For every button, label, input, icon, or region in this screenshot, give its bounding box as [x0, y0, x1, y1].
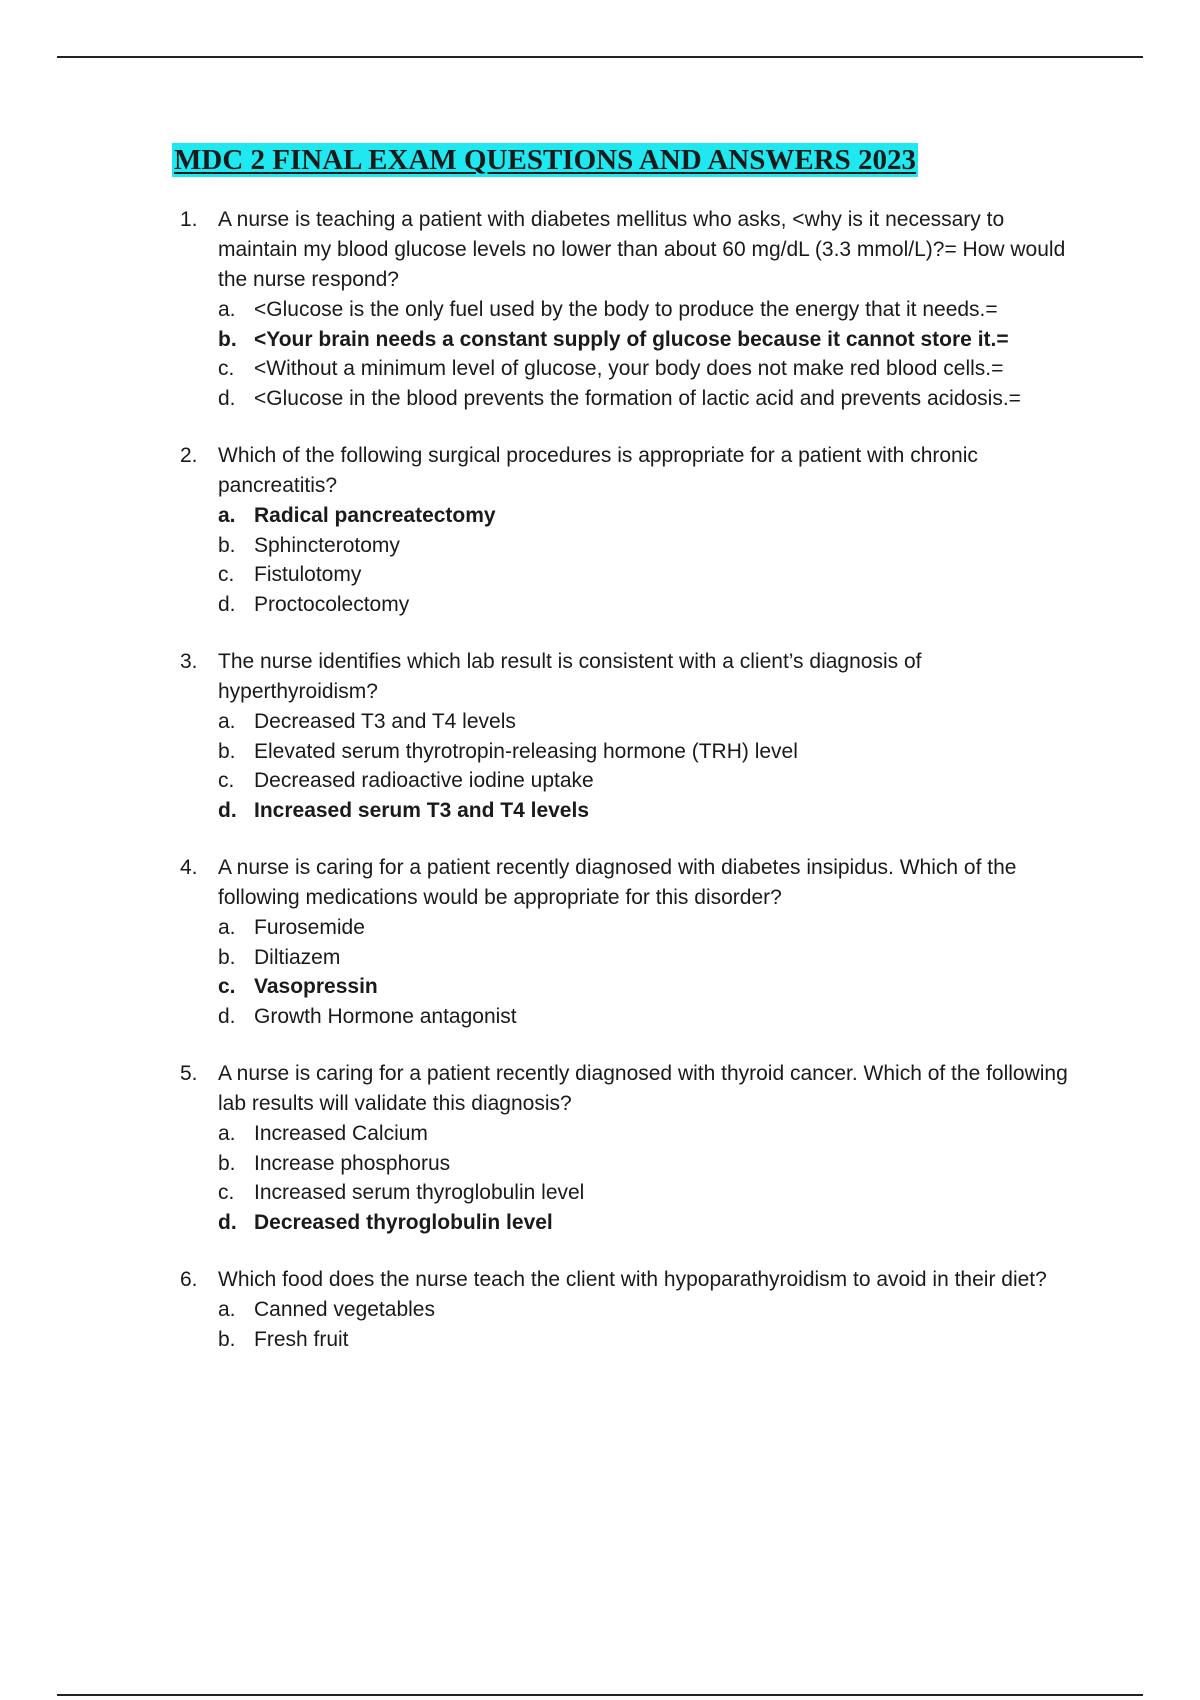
question-number: 1. — [180, 208, 198, 231]
option-text: <Without a minimum level of glucose, your body does not make red blood cells.= — [254, 357, 1004, 380]
answer-option-correct — [218, 501, 1080, 531]
question-stem: A nurse is teaching a patient with diabetes mellitus who asks, <why is it necessary to maintain my blood glucose levels no lower than about 60 mg/dL (3.3 mmol/L)?= How would the nurse respond? — [218, 208, 1066, 291]
option-text: Fresh fruit — [254, 1327, 349, 1351]
question-6 — [180, 1265, 1080, 1354]
option-letter: a. — [218, 298, 236, 321]
answer-option — [218, 1325, 1080, 1355]
answer-option — [218, 1295, 1080, 1325]
option-letter: c. — [218, 975, 236, 998]
answer-option — [218, 1002, 1080, 1032]
option-text: <Glucose is the only fuel used by the body to produce the energy that it needs.= — [254, 298, 998, 321]
answer-option — [218, 384, 1080, 414]
option-text: <Glucose in the blood prevents the formation of lactic acid and prevents acidosis.= — [254, 386, 1021, 410]
answer-option — [218, 707, 1080, 737]
answer-option — [218, 560, 1080, 590]
page-title: MDC 2 FINAL EXAM QUESTIONS AND ANSWERS 2023 — [174, 144, 917, 176]
answer-option — [218, 531, 1080, 561]
question-1 — [180, 205, 1080, 413]
option-text: Proctocolectomy — [254, 592, 410, 616]
bottom-divider — [57, 1694, 1143, 1696]
option-letter: d. — [218, 592, 236, 616]
option-text: Increased serum thyroglobulin level — [254, 1181, 585, 1204]
question-stem: The nurse identifies which lab result is consistent with a client’s diagnosis of hyperthyroidism? — [218, 650, 922, 703]
answer-option — [218, 766, 1080, 796]
option-text: Vasopressin — [254, 975, 378, 998]
option-text: <Your brain needs a constant supply of glucose because it cannot store it.= — [254, 327, 1009, 351]
answer-options — [218, 295, 1080, 413]
option-letter: c. — [218, 563, 235, 586]
option-text: Increased Calcium — [254, 1122, 428, 1145]
option-letter: a. — [218, 1298, 236, 1321]
answer-option — [218, 1178, 1080, 1208]
option-text: Radical pancreatectomy — [254, 504, 496, 527]
answer-option — [218, 737, 1080, 767]
answer-option — [218, 1149, 1080, 1179]
option-text: Increased serum T3 and T4 levels — [254, 798, 589, 822]
option-letter: a. — [218, 1122, 236, 1145]
option-text: Decreased radioactive iodine uptake — [254, 769, 594, 792]
option-letter: c. — [218, 1181, 235, 1204]
option-letter: b. — [218, 327, 237, 351]
answer-option-correct — [218, 796, 1080, 826]
option-text: Fistulotomy — [254, 563, 362, 586]
option-text: Elevated serum thyrotropin-releasing hormone (TRH) level — [254, 739, 798, 763]
question-2 — [180, 441, 1080, 619]
question-number: 4. — [180, 856, 198, 879]
option-letter: b. — [218, 945, 236, 969]
answer-option — [218, 913, 1080, 943]
option-letter: b. — [218, 533, 236, 557]
question-stem: A nurse is caring for a patient recently diagnosed with thyroid cancer. Which of the following lab results will validate this diagnosis? — [218, 1062, 1068, 1115]
option-letter: d. — [218, 386, 236, 410]
option-letter: d. — [218, 1004, 236, 1028]
answer-options — [218, 1295, 1080, 1354]
answer-option-correct — [218, 972, 1080, 1002]
option-letter: c. — [218, 769, 235, 792]
option-letter: b. — [218, 1327, 236, 1351]
option-letter: c. — [218, 357, 235, 380]
question-3 — [180, 647, 1080, 825]
option-text: Decreased thyroglobulin level — [254, 1210, 553, 1234]
answer-option — [218, 354, 1080, 384]
option-text: Furosemide — [254, 916, 365, 939]
option-letter: a. — [218, 916, 236, 939]
question-5 — [180, 1059, 1080, 1237]
answer-option — [218, 1119, 1080, 1149]
answer-option-correct — [218, 325, 1080, 355]
question-list — [180, 205, 1080, 1382]
answer-option — [218, 590, 1080, 620]
answer-options — [218, 707, 1080, 825]
question-4 — [180, 853, 1080, 1031]
option-text: Diltiazem — [254, 945, 341, 969]
answer-option — [218, 295, 1080, 325]
option-letter: d. — [218, 1210, 237, 1234]
question-number: 2. — [180, 444, 198, 467]
option-letter: b. — [218, 739, 236, 763]
question-number: 6. — [180, 1268, 198, 1291]
question-number: 5. — [180, 1062, 198, 1085]
answer-options — [218, 1119, 1080, 1237]
question-stem: Which food does the nurse teach the client with hypoparathyroidism to avoid in their diet? — [218, 1268, 1047, 1291]
option-text: Decreased T3 and T4 levels — [254, 710, 516, 733]
option-letter: a. — [218, 710, 236, 733]
question-stem: Which of the following surgical procedures is appropriate for a patient with chronic pancreatitis? — [218, 444, 978, 497]
question-number: 3. — [180, 650, 198, 673]
option-text: Growth Hormone antagonist — [254, 1004, 517, 1028]
answer-options — [218, 501, 1080, 619]
question-stem: A nurse is caring for a patient recently diagnosed with diabetes insipidus. Which of the following medications would be appropriate for this disorder? — [218, 856, 1017, 909]
option-letter: d. — [218, 798, 237, 822]
option-letter: a. — [218, 504, 236, 527]
option-text: Increase phosphorus — [254, 1151, 451, 1175]
option-text: Canned vegetables — [254, 1298, 435, 1321]
top-divider — [57, 56, 1143, 58]
option-text: Sphincterotomy — [254, 533, 400, 557]
answer-option-correct — [218, 1208, 1080, 1238]
answer-options — [218, 913, 1080, 1031]
answer-option — [218, 943, 1080, 973]
option-letter: b. — [218, 1151, 236, 1175]
